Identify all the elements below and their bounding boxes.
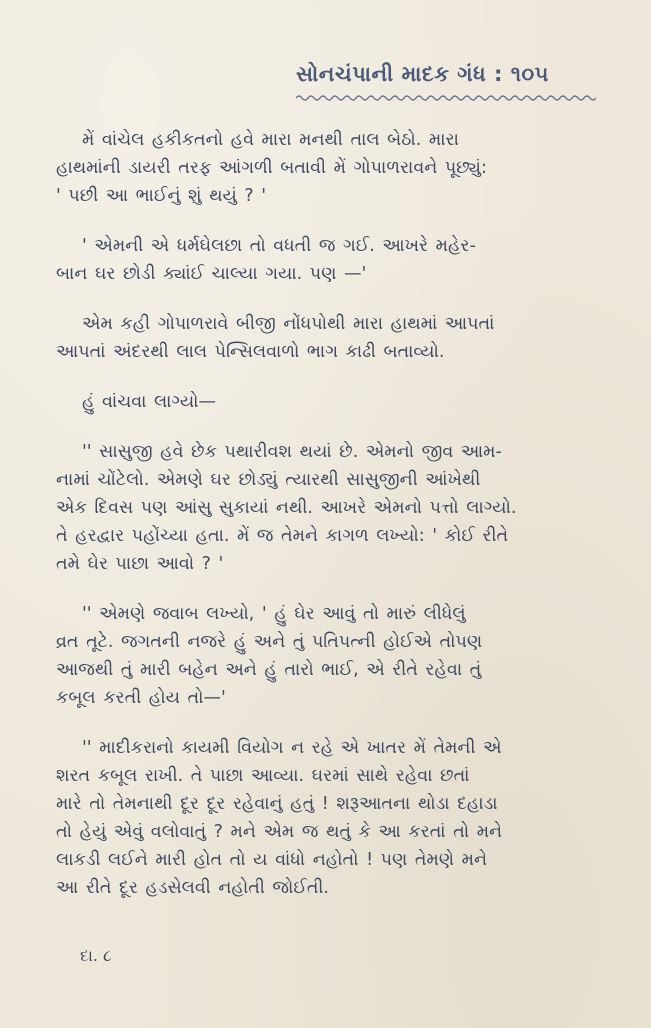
text-line: શરત કબૂલ રાખી. તે પાછા આવ્યા. ઘરમાં સાથે રહેવા છતાં	[56, 766, 470, 786]
text-line: કબૂલ કરતી હોય તો—'	[56, 688, 226, 708]
text-line: તમે ઘેર પાછા આવો ? '	[56, 554, 224, 574]
text-line: તે હરદ્વાર પહોંચ્યા હતા. મેં જ તેમને કાગળ લખ્યો: ' કોઈ રીતે	[56, 526, 509, 546]
text-line: એક દિવસ પણ આંસુ સુકાયાં નથી. આખરે એમનો પત્તો લાગ્યો.	[56, 498, 517, 518]
text-line: મેં વાંચેલ હકીકતનો હવે મારા મનથી તાલ બેઠો. મારા	[82, 130, 459, 150]
paragraph	[56, 126, 604, 210]
text-line: લાકડી લઈને મારી હોત તો ય વાંધો નહોતો ! પણ તેમણે મને	[56, 850, 488, 870]
text-line: '' સાસુજી હવે છેક પથારીવશ થયાં છે. એમનો જીવ આમ-	[82, 442, 502, 462]
wavy-underline	[296, 94, 596, 102]
text-line: મારે તો તેમનાથી દૂર દૂર રહેવાનું હતું ! શરૂઆતના થોડા દહાડા	[56, 794, 498, 814]
text-line: આજથી તું મારી બહેન અને હું તારો ભાઈ, એ રીતે રહેવા તું	[56, 660, 482, 680]
running-head	[296, 62, 616, 106]
text-line: તો હેયું એવું વલોવાતું ? મને એમ જ થતું કે આ કરતાં તો મને	[56, 822, 503, 842]
paragraph	[56, 734, 604, 902]
paragraph	[56, 310, 604, 366]
text-line: '' માદીકરાનો કાયમી વિયોગ ન રહે એ ખાતર મેં તેમની એ	[82, 738, 502, 758]
paragraph	[56, 600, 604, 712]
signature-mark: દા. ૮	[80, 946, 112, 965]
body-text	[56, 126, 604, 924]
text-line: ' એમની એ ધર્મઘેલછા તો વધતી જ ગઈ. આખરે મહેર-	[82, 236, 476, 256]
text-line: ' પછી આ ભાઈનું શું થયું ? '	[56, 186, 267, 206]
paragraph	[56, 232, 604, 288]
text-line: એમ કહી ગોપાળરાવે બીજી નોંધપોથી મારા હાથમાં આપતાં	[82, 314, 495, 334]
paragraph	[56, 438, 604, 578]
text-line: હાથમાંની ડાયરી તરફ આંગળી બતાવી મેં ગોપાળરાવને પૂછ્યું:	[56, 158, 487, 178]
text-line: બાન ઘર છોડી ક્યાંઈ ચાલ્યા ગયા. પણ —'	[56, 264, 367, 284]
text-line: આ રીતે દૂર હડસેલવી નહોતી જોઈતી.	[56, 878, 329, 898]
running-head-title: સોનચંપાની માદક ગંધ : ૧૦૫	[296, 62, 549, 86]
text-line: હું વાંચવા લાગ્યો—	[82, 392, 217, 412]
text-line: વ્રત તૂટે. જગતની નજરે હું અને તું પતિપત્ની હોઈએ તોપણ	[56, 632, 483, 652]
text-line: આપતાં અંદરથી લાલ પેન્સિલવાળો ભાગ કાઢી બતાવ્યો.	[56, 342, 445, 362]
paragraph	[56, 388, 604, 416]
text-line: '' એમણે જવાબ લખ્યો, ' હું ઘેર આવું તો મારું લીધેલું	[82, 604, 466, 624]
text-line: નામાં ચોંટેલો. એમણે ઘર છોડ્યું ત્યારથી સાસુજીની આંખેથી	[56, 470, 481, 490]
